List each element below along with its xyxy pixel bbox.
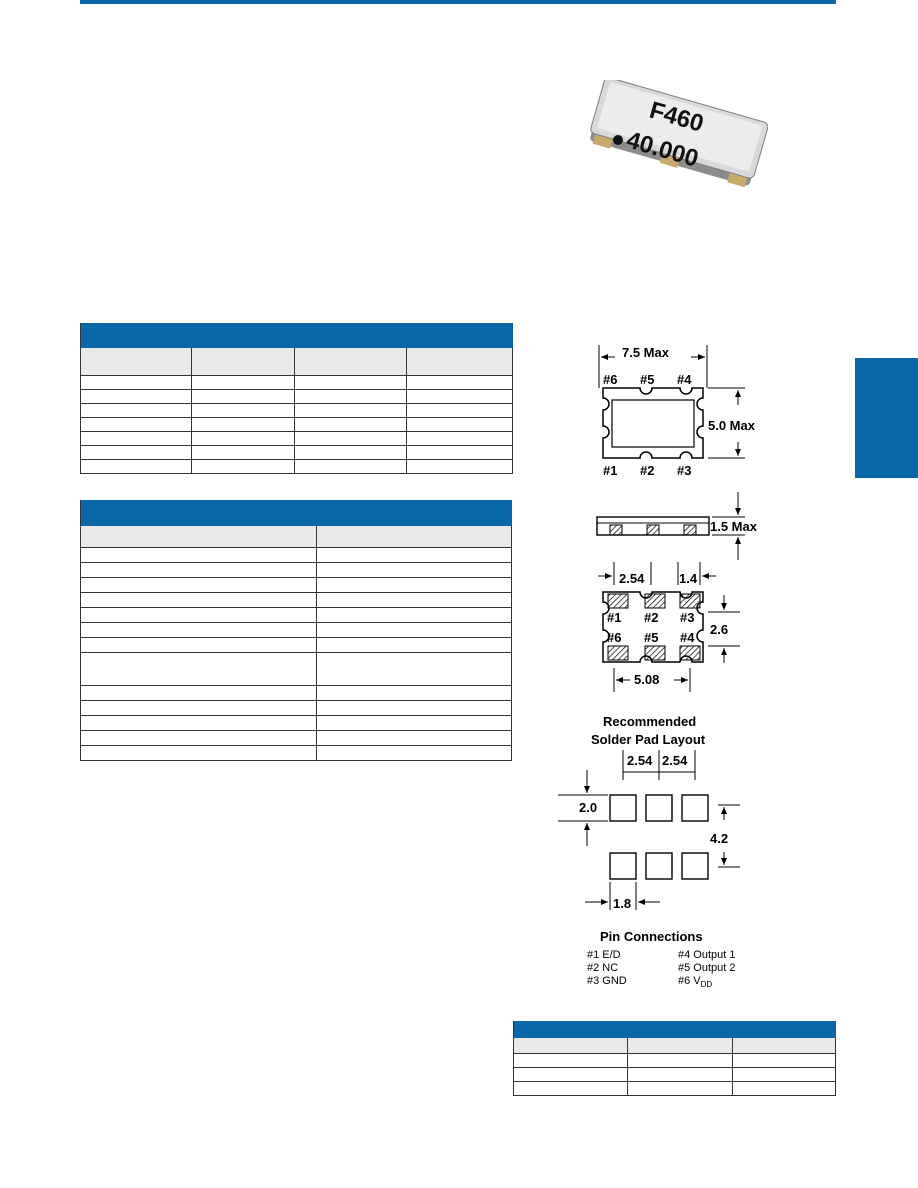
bottom-row-spacing-label: 2.6 (710, 622, 729, 637)
marking-line2: 40.000 (623, 126, 702, 173)
table-2-header (81, 500, 512, 525)
pad-pitch-1: 2.54 (627, 753, 653, 768)
solder-pad (682, 795, 708, 821)
spec-table-2 (80, 500, 512, 761)
spec-table-1 (80, 323, 513, 474)
pin-connections-title: Pin Connections (600, 929, 703, 944)
solder-pad (610, 853, 636, 879)
bottom-pin-2: #2 (644, 610, 659, 625)
pad-width-label: 1.8 (613, 896, 632, 911)
pin-connection-6 (678, 975, 712, 989)
pin-label-6: #6 (603, 372, 618, 387)
top-height-label: 5.0 Max (708, 418, 755, 433)
pin-connection-5: #5 Output 2 (678, 962, 736, 974)
bottom-span-label: 5.08 (634, 672, 660, 687)
pin1-dot (613, 135, 623, 145)
pad-height-label: 2.0 (579, 800, 598, 815)
spec-table-3 (513, 1021, 836, 1096)
solder-pad (646, 795, 672, 821)
pin-connection-4: #4 Output 1 (678, 949, 736, 961)
package-dimension-drawing (540, 330, 800, 1000)
side-height-label: 1.5 Max (710, 519, 757, 534)
pad-pitch-2: 2.54 (662, 753, 688, 768)
pin-label-2: #2 (640, 463, 655, 478)
section-side-tab (855, 358, 918, 478)
pad-row-spacing-label: 4.2 (710, 831, 729, 846)
bottom-pin-1: #1 (607, 610, 622, 625)
pin-connection-6-sub: DD (700, 980, 713, 989)
pin-connection-3: #3 GND (587, 975, 627, 987)
solder-pad (682, 853, 708, 879)
solder-pad-title-line2: Solder Pad Layout (591, 732, 706, 747)
table-3-header (514, 1021, 836, 1037)
table-1-header (81, 323, 513, 347)
marking-line1: F460 (646, 96, 707, 138)
bottom-pin-4: #4 (680, 630, 695, 645)
bottom-pin-3: #3 (680, 610, 695, 625)
oscillator-product-image (578, 80, 768, 220)
pin-connection-1: #1 E/D (587, 949, 621, 961)
pin-label-1: #1 (603, 463, 618, 478)
bottom-pin-5: #5 (644, 630, 659, 645)
bottom-pitch-label: 2.54 (619, 571, 645, 586)
solder-pad (610, 795, 636, 821)
pin-label-3: #3 (677, 463, 692, 478)
pin-connection-2: #2 NC (587, 962, 619, 974)
top-width-label: 7.5 Max (622, 345, 669, 360)
pin-label-5: #5 (640, 372, 655, 387)
bottom-pad-width-label: 1.4 (679, 571, 698, 586)
solder-pad-title-line1: Recommended (603, 714, 697, 729)
bottom-pin-6: #6 (607, 630, 622, 645)
top-accent-bar (80, 0, 836, 4)
pin-connection-6-prefix: #6 V (678, 975, 701, 987)
pin-label-4: #4 (677, 372, 692, 387)
solder-pad (646, 853, 672, 879)
